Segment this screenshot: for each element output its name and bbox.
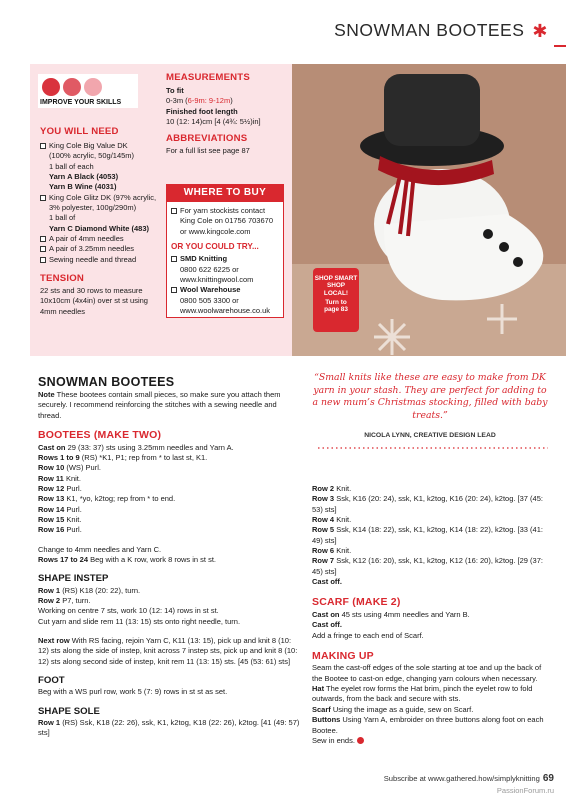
checkbox-icon [171,287,177,293]
watermark: PassionForum.ru [496,786,554,795]
sole-row: Row 1 (RS) Ssk, K18 (22: 26), ssk, K1, k2tog, K18 (22: 26), k2tog. [41 (49: 57) sts] [38,717,300,738]
list-item: A pair of 3.25mm needles [40,244,160,254]
footer [384,772,554,786]
making-up-heading: MAKING UP [312,649,374,662]
pull-quote: “Small knits like these are easy to make from DK yarn in your stash. They are perfect for adding to a new mum’s Christmas stocking, filled with baby treats.” [312,372,548,421]
list-item: King Cole Glitz DK (97% acrylic, 3% polyester, 100g/290m) 1 ball of Yarn C Diamond White (483) [40,193,160,234]
note-paragraph: Note These bootees contain small pieces, so make sure you attach them securely. I recommend reinforcing the stitches with a sewing needle and thread. [38,390,281,420]
bootees-heading: BOOTEES (MAKE TWO) [38,429,162,442]
tension-heading: TENSION [40,273,85,285]
yarn-ball-icon [84,78,102,96]
yarn-ball-icon [42,78,60,96]
foot-text: Beg with a WS purl row, work 5 (7: 9) rows in st st as set. [38,687,228,697]
abbreviations-heading: ABBREVIATIONS [166,133,248,145]
checkbox-icon [40,143,46,149]
where-to-buy-content: For yarn stockists contact King Cole on 01756 703670 or www.kingcole.com OR YOU COULD TRY... SMD Knitting 0800 622 6225 or www.knittingwool.com Wool Warehouse 0800 505 3300 or www.woolwarehouse.co.uk [171,206,281,316]
measurements-heading: MEASUREMENTS [166,72,250,83]
list-item: Sewing needle and thread [40,255,160,265]
where-to-buy-heading: WHERE TO BUY [166,184,284,202]
you-will-need-heading: YOU WILL NEED [40,126,119,137]
instep-rows: Row 1 (RS) K18 (20: 22), turn. Row 2 P7, turn. Working on centre 7 sts, work 10 (12: 14) rows in st st. Cut yarn and slide rem 11 (13: 15) sts onto right needle, turn. Next row With RS facing, rejoin Yarn C, K11 (13: 15), pick up and knit 8 (10: 12) sts along the side of instep, knit across 7 instep sts, pick up and knit 8 (10: 12) sts along second side of instep, knit rem 11 (13: 15) sts. [45 (53: 61) sts] [38,585,298,666]
checkbox-icon [40,257,46,263]
yarn-ball-icon [63,78,81,96]
or-heading: OR YOU COULD TRY... [171,242,259,252]
tension-text: 22 sts and 30 rows to measure 10x10cm (4x4in) over st st using 4mm needles [40,286,148,316]
you-will-need-section [40,126,160,317]
checkbox-icon [171,208,177,214]
pattern-title: SNOWMAN BOOTEES [38,375,175,389]
checkbox-icon [40,246,46,252]
link[interactable]: www.knittingwool.com [180,275,254,285]
star-icon: ✱ [532,20,548,41]
pattern-right-column: Row 2 Knit. Row 3 Ssk, K16 (20: 24), ssk, K1, k2tog, K16 (20: 24), k2tog. [37 (45: 53) sts] Row 4 Knit. Row 5 Ssk, K14 (18: 22), ssk, K1, k2tog, K14 (18: 22), k2tog. [33 (41: 49) sts] Row 6 Knit. Row 7 Ssk, K12 (16: 20), ssk, K1, k2tog, K12 (16: 20), k2tog. [29 (37: 45) sts] Cast off. SCARF (MAKE 2) Cast on 45 sts using 4mm needles and Yarn B. Cast off. Add a fringe to each end of Scarf. MAKING UP Seam the cast-off edges of the sole starting at toe and up the back of the Bootee to cast-on edge, changing yarn colours when necessary. Hat The eyelet row forms the Hat brim, pinch the eyelet row to fold outwards, from the back and secure with sts. Scarf Using the image as a guide, sew on Scarf. Buttons Using Yarn A, embroider on three buttons along foot on each Bootee. Sew in ends. [312,484,550,746]
subscribe-link[interactable]: Subscribe at www.gathered.how/simplyknitting [383,774,540,783]
list-item: A pair of 4mm needles [40,234,160,244]
page-header [334,14,554,48]
shape-instep-heading: SHAPE INSTEP [38,573,109,585]
quote-attribution: NICOLA LYNN, CREATIVE DESIGN LEAD [364,432,496,439]
checkbox-icon [171,256,177,262]
dotted-divider [318,442,548,454]
bootees-rows: Cast on 29 (33: 37) sts using 3.25mm needles and Yarn A. Rows 1 to 9 (RS) *K1, P1; rep from * to last st, K1. Row 10 (WS) Purl. Row 11 Knit. Row 12 Purl. Row 13 K1, *yo, k2tog; rep from * to end. Row 14 Purl. Row 15 Knit. Row 16 Purl. Change to 4mm needles and Yarn C. Rows 17 to 24 Beg with a K row, work 8 rows in st st. [38,442,234,564]
list-item: King Cole Big Value DK (100% acrylic, 50g/145m) 1 ball of each Yarn A Black (4053) Yarn B Wine (4031) [40,141,160,193]
shop-smart-tag: SHOP SMART SHOP LOCAL! Turn to page 83 [313,268,359,332]
header-title: SNOWMAN BOOTEES [334,20,525,41]
link[interactable]: www.woolwarehouse.co.uk [180,306,271,316]
skills-label: IMPROVE YOUR SKILLS [40,99,122,106]
pattern-left-column [38,390,300,738]
measurements-section: MEASUREMENTS To fit 0-3m (6-9m: 9-12m) Finished foot length 10 (12: 14)cm [4 (4¾: 5½)in] ABBREVIATIONS For a full list see page 87 [166,72,286,157]
checkbox-icon [40,236,46,242]
page-number: 69 [542,773,554,784]
checkbox-icon [40,195,46,201]
foot-heading: FOOT [38,674,65,686]
abbreviations-text: For a full list see page 87 [166,146,250,156]
yarn-end-icon [357,737,364,744]
shape-sole-heading: SHAPE SOLE [38,705,100,717]
scarf-heading: SCARF (MAKE 2) [312,596,401,609]
